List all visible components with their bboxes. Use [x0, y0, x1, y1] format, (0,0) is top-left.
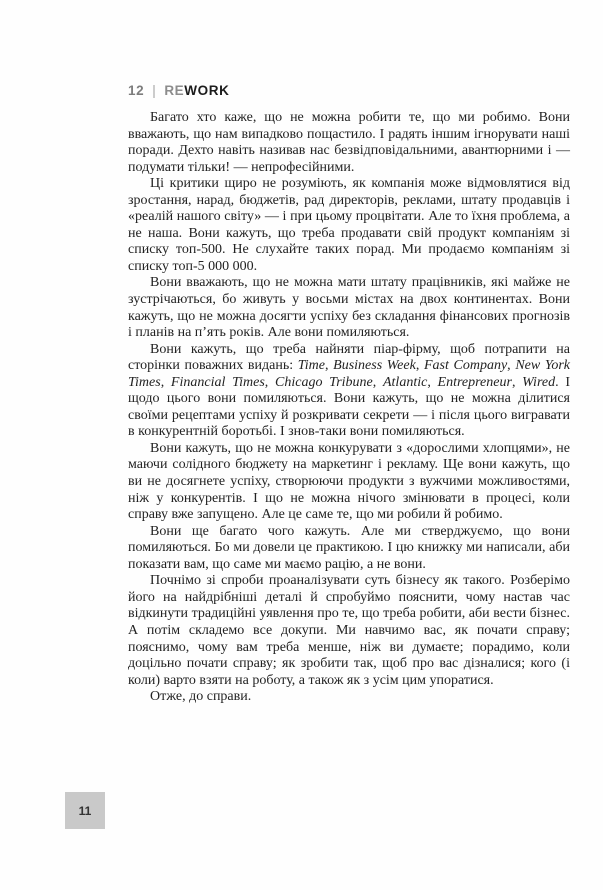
paragraph	[128, 524, 570, 574]
text-segment: ,	[264, 374, 275, 390]
text-segment: Ці критики щиро не розуміють, як компанія може відмовлятися від зростання, нарад, бюджетів, рад директорів, реклами, штату продавців і «реалій нашого світу» — і при цьому процвітати. Але то їхня проблема, а не наша. Вони кажуть, що треба продавати свій продукт компаніям зі списку топ-500. Не слухайте таких порад. Ми продаємо компаніям зі списку топ-5 000 000.	[128, 176, 570, 274]
text-segment: ,	[415, 358, 424, 374]
page-indicator-number: 11	[78, 803, 92, 818]
text-segment: Отже, до справи.	[150, 689, 252, 705]
paragraph	[128, 110, 570, 176]
publication-name: Financial Times	[170, 374, 265, 390]
text-segment: Вони кажуть, що не можна конкурувати з «дорослими хлопцями», не маючи солідного бюджету на маркетинг і рекламу. Ще вони кажуть, що ви не досягнете успіху, створюючи продукти з вужчими можливостями, ніж у конкурентів. І що не можна нічого змінювати в процесі, коли справу вже запущено. Але це саме те, що ми робили й робимо.	[128, 440, 570, 523]
publication-name: Entrepreneur	[437, 374, 512, 390]
paragraph	[128, 342, 570, 441]
text-segment: ,	[507, 358, 516, 374]
text-segment: ,	[160, 374, 171, 390]
text-segment: Вони кажуть, що треба найняти піар-фірму, щоб потрапити на сторінки поважних видань:	[128, 341, 570, 374]
paragraph	[128, 689, 570, 706]
text-segment: ,	[324, 358, 334, 374]
paragraph	[128, 176, 570, 275]
publication-name: Chicago Tribune	[275, 374, 373, 390]
body-text	[128, 110, 570, 706]
running-head	[128, 84, 229, 98]
publication-name: Atlantic	[382, 374, 428, 390]
publication-name: Wired	[522, 374, 556, 390]
book-title-work: WORK	[184, 83, 230, 98]
paragraph	[128, 441, 570, 524]
header-separator: |	[152, 83, 157, 98]
header-page-number: 12	[128, 83, 145, 98]
page-indicator-box	[65, 792, 105, 829]
paragraph	[128, 275, 570, 341]
publication-name: New York Times	[128, 358, 571, 390]
text-segment: Вони ще багато чого кажуть. Але ми стверджуємо, що вони помиляються. Бо ми довели це практикою. І цю книжку ми написали, аби показати вам, що саме ми маємо рацію, а не вони.	[128, 523, 570, 572]
text-segment: . І щодо цього вони помиляються. Вони кажуть, що не можна ділитися своїми рецептами успіху й розкривати секрети — і після цього вигравати в конкурентній боротьбі. І знов-таки вони помиляються.	[128, 374, 570, 440]
publication-name: Business Week	[333, 358, 416, 374]
text-segment: Вони вважають, що не можна мати штату працівників, які майже не зустрічаються, бо живуть у восьми містах на двох континентах. Вони кажуть, що не можна досягти успіху без складання фінансових прогнозів і планів на п’ять років. Але вони помиляються.	[128, 275, 570, 341]
book-title-re: RE	[164, 83, 185, 98]
text-segment: ,	[372, 374, 383, 390]
publication-name: Fast Company	[423, 358, 508, 374]
text-segment: Багато хто каже, що не можна робити те, що ми робимо. Вони вважають, що нам випадково пощастило. І радять іншим ігнорувати наші поради. Дехто навіть називав нас безвідповідальними, авантюрними і — подумати тільки! — непрофесійними.	[128, 110, 570, 175]
publication-name: Time	[297, 358, 325, 374]
text-segment: Почнімо зі спроби проаналізувати суть бізнесу як такого. Розберімо його на найдрібніші деталі й спробуймо пояснити, чому настав час відкинути традиційні уявлення про те, що треба робити, аби вести бізнес. А потім складемо все докупи. Ми навчимо вас, як почати справу; пояснимо, чому вам треба менше, ніж ви думаєте; порадимо, коли доцільно почати справу; як зробити так, щоб про вас дізналися; кого (і коли) варто взяти на роботу, а також як з усім цим упоратися.	[128, 573, 570, 688]
text-segment: ,	[511, 374, 523, 390]
paragraph	[128, 573, 570, 689]
text-segment: ,	[427, 374, 438, 390]
